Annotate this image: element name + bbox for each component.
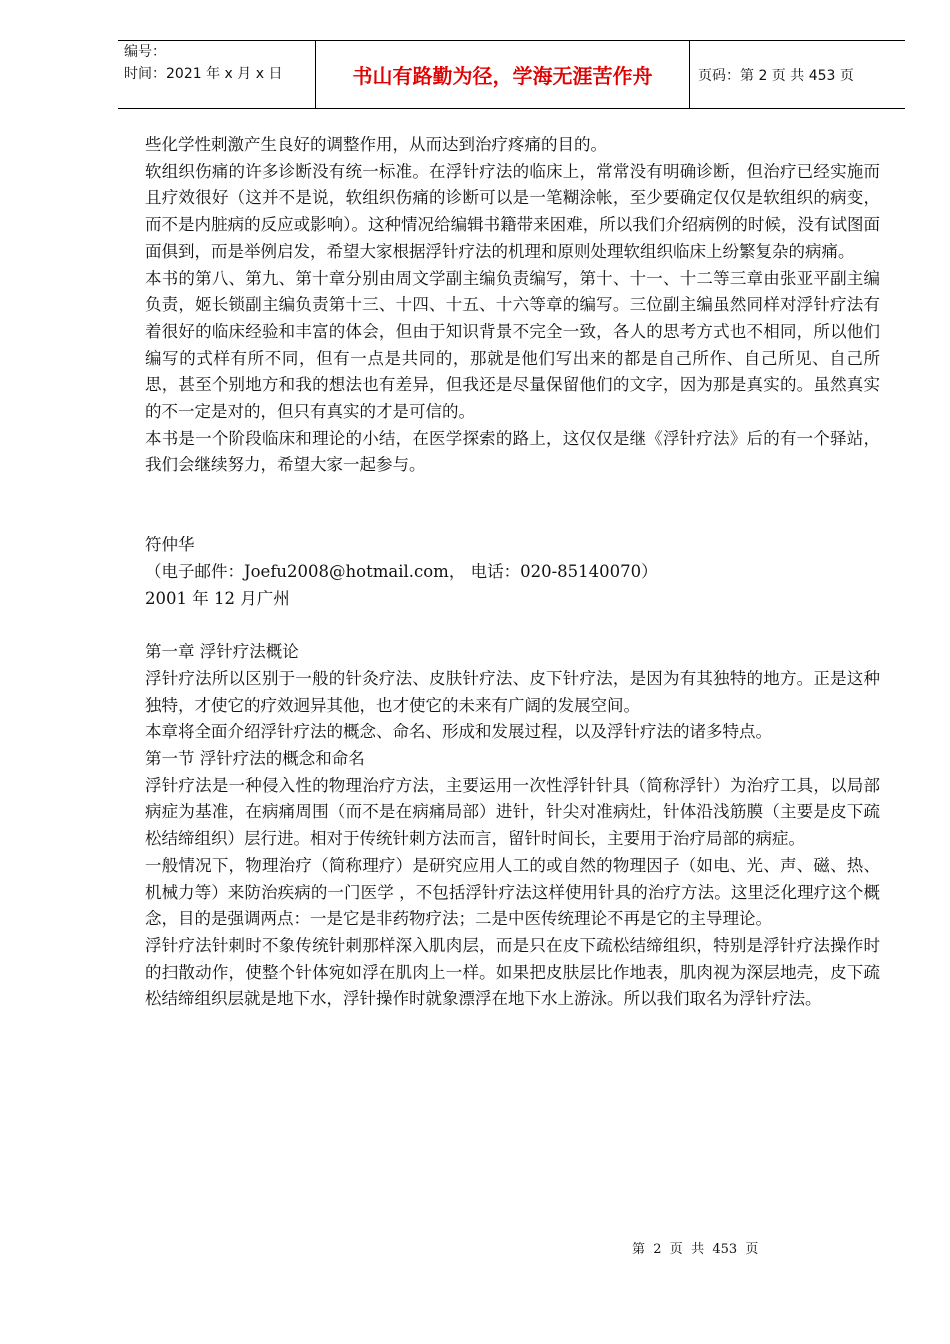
chapter-title: 第一章 浮针疗法概论: [145, 642, 299, 662]
paragraph: 一般情况下，物理治疗（简称理疗）是研究应用人工的或自然的物理因子（如电、光、声、磁、热、机械力等）来防治疾病的一门医学 ，不包括浮针疗法这样使用针具的治疗方法。这里泛化理疗这个概念，目的是强调两点：一是它是非药物疗法；二是中医传统理论不再是它的主导理论。: [145, 855, 880, 929]
document-body: [145, 132, 880, 1013]
paragraph: 浮针疗法针刺时不象传统针刺那样深入肌肉层，而是只在皮下疏松结缔组织，特别是浮针疗法操作时的扫散动作，使整个针体宛如浮在肌肉上一样。如果把皮肤层比作地表，肌肉视为深层地壳，皮下疏松结缔组织层就是地下水，浮针操作时就象漂浮在地下水上游泳。所以我们取名为浮针疗法。: [145, 935, 880, 1009]
paragraph: 本章将全面介绍浮针疗法的概念、命名、形成和发展过程，以及浮针疗法的诸多特点。: [145, 722, 772, 742]
paragraph: 软组织伤痛的许多诊断没有统一标准。在浮针疗法的临床上，常常没有明确诊断，但治疗已经实施而且疗效很好（这并不是说，软组织伤痛的诊断可以是一笔糊涂帐，至少要确定仅仅是软组织的病变，而不是内脏病的反应或影响）。这种情况给编辑书籍带来困难，所以我们介绍病例的时候，没有试图面面俱到，而是举例启发，希望大家根据浮针疗法的机理和原则处理软组织临床上纷繁复杂的病痛。: [145, 161, 880, 261]
signature-contact: （电子邮件：Joefu2008@hotmail.com， 电话：020-85140070）: [145, 561, 658, 581]
signature-date-place: 2001 年 12 月广州: [145, 588, 290, 608]
paragraph: 些化学性刺激产生良好的调整作用，从而达到治疗疼痛的目的。: [145, 135, 607, 154]
paragraph: 本书是一个阶段临床和理论的小结，在医学探索的路上，这仅仅是继《浮针疗法》后的有一个驿站，我们会继续努力，希望大家一起参与。: [145, 428, 880, 475]
spacer: [145, 612, 880, 639]
serial-label: 编号：: [124, 44, 166, 60]
page-header: [118, 40, 905, 109]
header-page-info: 页码：第 2 页 共 453 页: [698, 67, 854, 84]
paragraph: 浮针疗法所以区别于一般的针灸疗法、皮肤针疗法、皮下针疗法，是因为有其独特的地方。正是这种独特，才使它的疗效迥异其他，也才使它的未来有广阔的发展空间。: [145, 668, 880, 715]
spacer: [145, 479, 880, 532]
section-title: 第一节 浮针疗法的概念和命名: [145, 749, 365, 769]
header-motto: 书山有路勤为径，学海无涯苦作舟: [316, 41, 690, 108]
paragraph: 浮针疗法是一种侵入性的物理治疗方法，主要运用一次性浮针针具（简称浮针）为治疗工具，以局部病症为基准，在病痛周围（而不是在病痛局部）进针，针尖对准病灶，针体沿浅筋膜（主要是皮下疏松结缔组织）层行进。相对于传统针刺方法而言，留针时间长，主要用于治疗局部的病症。: [145, 775, 880, 849]
time-label: 时间：2021 年 x 月 x 日: [124, 66, 283, 82]
paragraph: 本书的第八、第九、第十章分别由周文学副主编负责编写，第十、十一、十二等三章由张亚平副主编负责，姬长锁副主编负责第十三、十四、十五、十六等章的编写。三位副主编虽然同样对浮针疗法有着很好的临床经验和丰富的体会，但由于知识背景不完全一致，各人的思考方式也不相同，所以他们编写的式样有所不同，但有一点是共同的，那就是他们写出来的都是自己所作、自己所见、自己所思，甚至个别地方和我的想法也有差异，但我还是尽量保留他们的文字，因为那是真实的。虽然真实的不一定是对的，但只有真实的才是可信的。: [145, 268, 880, 422]
header-meta: [118, 41, 316, 108]
signature-name: 符仲华: [145, 535, 195, 555]
page-footer: 第 2 页 共 453 页: [632, 1242, 759, 1257]
